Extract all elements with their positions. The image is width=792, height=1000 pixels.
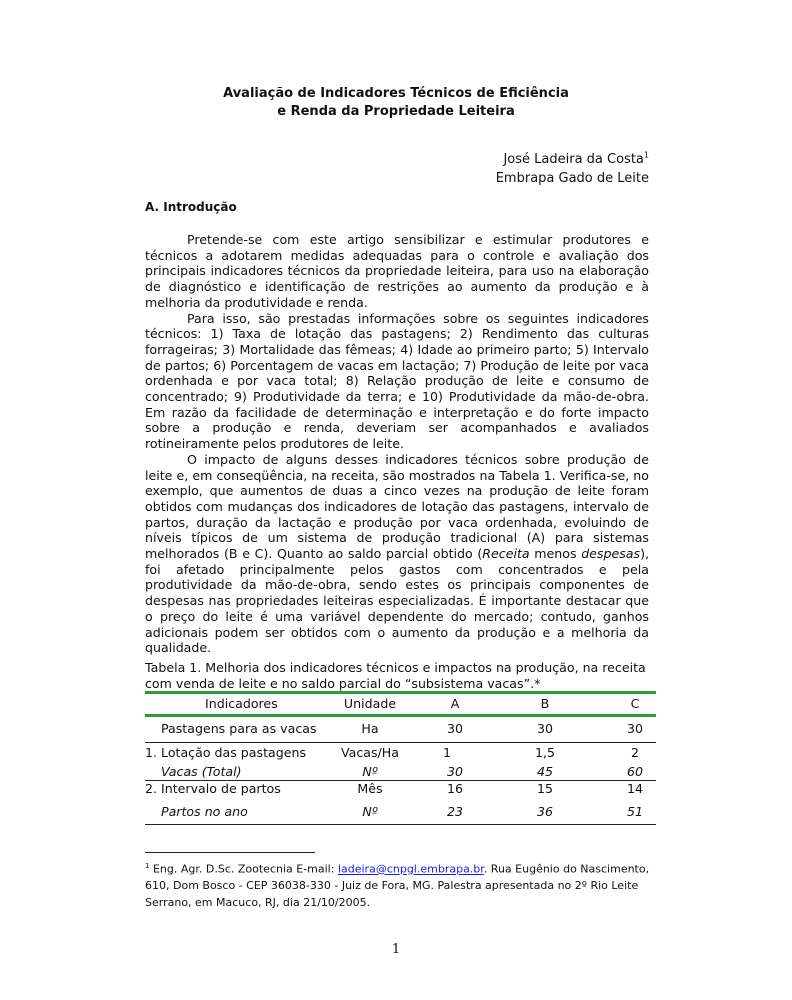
document-title — [0, 85, 792, 121]
title-line-2: e Renda da Propriedade Leiteira — [277, 104, 515, 119]
table-row: 1. Lotação das pastagens Vacas/Ha 1 1,5 2 — [145, 745, 639, 760]
page-number: 1 — [391, 942, 401, 957]
email-link[interactable]: ladeira@cnpgl.embrapa.br — [337, 862, 484, 876]
section-heading: A. Introdução — [145, 200, 237, 214]
header-a: A — [450, 696, 460, 711]
emphasis-receita: Receita — [482, 546, 530, 562]
footnote-rule — [145, 852, 315, 853]
table-row: Pastagens para as vacas Ha 30 30 30 — [161, 721, 644, 736]
header-indicadores: Indicadores — [205, 696, 278, 711]
footnote-mark: 1 — [145, 862, 150, 870]
title-line-1: Avaliação de Indicadores Técnicos de Eficiência — [223, 86, 569, 101]
author-block — [496, 150, 649, 188]
footnote: $^1$ Eng. Agr. D.Sc. Zootecnia E-mail: ladeira@cnpgl.embrapa.br. Rua Eugênio do Nascimento, 610, Dom Bosco - CEP 36038-330 - Juiz de Fora, MG. Palestra apresentada no 2º Rio Leite Serrano, em Macuco, RJ, dia 21/10/2005. — [145, 862, 650, 909]
paragraph-2: Para isso, são prestadas informações sobre os seguintes indicadores técnicos: 1) Taxa de lotação das pastagens; 2) Rendimento das culturas forrageiras; 3) Mortalidade das fêmeas; 4) Idade ao primeiro parto; 5) Intervalo de partos; 6) Porcentagem de vacas em lactação; 7) Produção de leite por vaca ordenhada e por vaca total; 8) Relação produção de leite e consumo de concentrado; 9) Produtividade da terra; e 10) Produtividade da mão-de-obra. Em razão da facilidade de determinação e interpretação e do forte impacto sobre a produção e renda, deveriam ser acompanhados e avaliados rotineiramente pelos produtores de leite. — [145, 310, 649, 452]
header-c: C — [630, 696, 640, 711]
table-header-rule — [145, 714, 656, 717]
paragraph-1: Pretende-se com este artigo sensibilizar e estimular produtores e técnicos a adotarem medidas adequadas para o controle e avaliação dos principais indicadores técnicos da propriedade leiteira, para uso na elaboração de diagnóstico e identificação de restrições ao aumento da produção e à melhoria da produtividade e renda. — [145, 232, 649, 310]
table-header-row — [145, 694, 656, 714]
indicators-table — [145, 691, 656, 825]
header-b: B — [540, 696, 550, 711]
table-row: 2. Intervalo de partos Mês 16 15 14 — [145, 781, 644, 796]
author-name: José Ladeira da Costa — [503, 152, 644, 167]
table-caption: Tabela 1. Melhoria dos indicadores técnicos e impactos na produção, na receita com venda de leite e no saldo parcial do “subsistema vacas”.* — [145, 660, 646, 691]
paragraph-3: O impacto de alguns desses indicadores técnicos sobre produção de leite e, em conseqüência, na receita, são mostrados na Tabela 1. Verifica-se, no exemplo, que aumentos de duas a cinco vezes na produção de leite foram obtidos com mudanças dos indicadores de lotação das pastagens, intervalo de partos, duração da lactação e produção por vaca ordenhada, evoluindo de níveis típicos de um sistema de produção tradicional (A) para sistemas melhorados (B e C). Quanto ao saldo parcial obtido (Receita menos despesas), foi afetado principalmente pelos gastos com concentrados e pela produtividade da mão-de-obra, sendo estes os principais componentes de despesas nas propriedades leiteiras especializadas. É importante destacar que o preço do leite é uma variável dependente do mercado; contudo, ganhos adicionais podem ser obtidos com o aumento da produção e a melhoria da qualidade. — [145, 451, 649, 656]
body-text — [145, 232, 649, 656]
header-unidade: Unidade — [343, 696, 397, 711]
emphasis-despesas: despesas — [581, 546, 641, 562]
author-footnote-mark: 1 — [643, 150, 649, 160]
author-affiliation: Embrapa Gado de Leite — [495, 171, 649, 186]
table-row: Partos no ano Nº 23 36 51 — [161, 804, 644, 819]
table-row: Vacas (Total) Nº 30 45 60 — [161, 764, 644, 779]
